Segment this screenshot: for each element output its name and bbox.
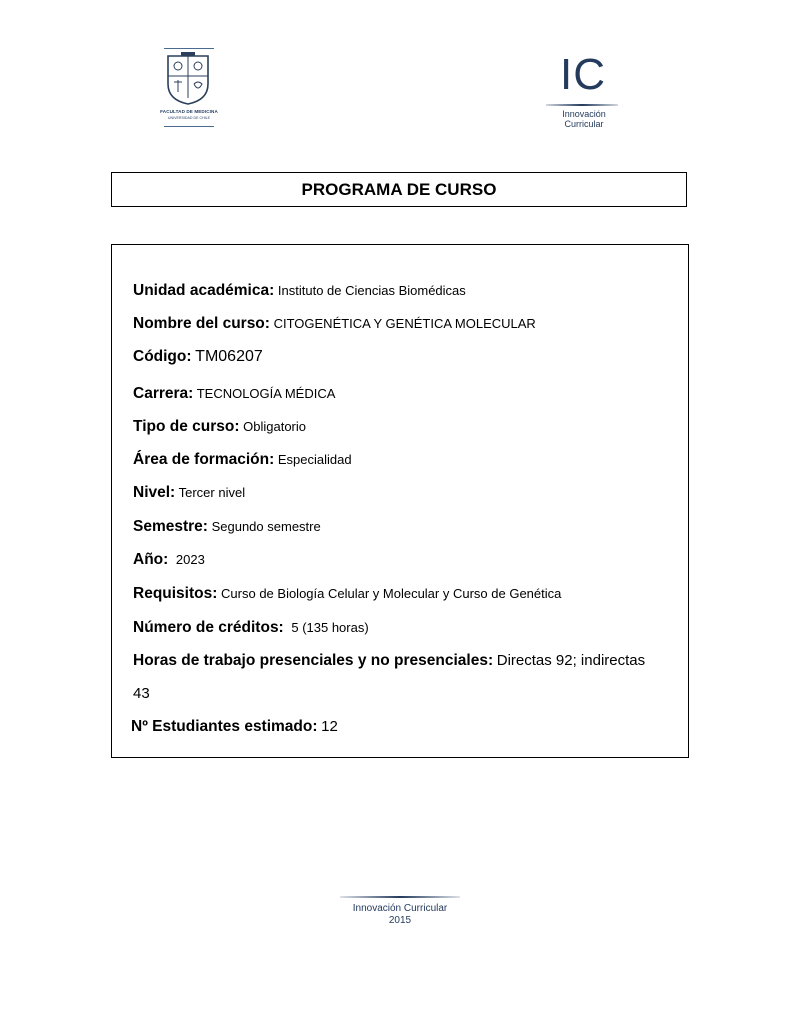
field-value: Tercer nivel: [178, 485, 246, 500]
field-area-formacion: [133, 451, 352, 469]
logo-text-line2: Curricular: [564, 119, 604, 129]
field-semestre: [133, 518, 321, 536]
field-unidad-academica: [133, 282, 466, 300]
ic-mark: IC: [560, 50, 606, 99]
field-value: CITOGENÉTICA Y GENÉTICA MOLECULAR: [273, 316, 536, 331]
field-label: Número de créditos:: [133, 619, 284, 636]
field-label: Nivel:: [133, 484, 176, 501]
field-label: Semestre:: [133, 518, 208, 535]
field-value: Instituto de Ciencias Biomédicas: [277, 283, 466, 298]
field-value: Segundo semestre: [211, 519, 321, 534]
course-info-box: [111, 244, 689, 758]
field-label: Código:: [133, 348, 192, 365]
field-codigo: [133, 348, 263, 366]
field-label: Unidad académica:: [133, 282, 275, 299]
field-value: Curso de Biología Celular y Molecular y Curso de Genética: [221, 586, 562, 601]
field-label: Año:: [133, 551, 169, 568]
field-value: Directas 92; indirectas: [496, 652, 646, 669]
field-label: Nombre del curso:: [133, 315, 270, 332]
footer-line2: 2015: [388, 915, 412, 926]
field-value: Obligatorio: [243, 419, 307, 434]
logo-underline: [546, 104, 618, 106]
field-value: 12: [321, 718, 338, 735]
field-horas-trabajo-continued: 43: [133, 685, 150, 702]
field-value: TECNOLOGÍA MÉDICA: [196, 386, 336, 401]
footer-logo: [340, 894, 460, 934]
field-value: Especialidad: [277, 452, 352, 467]
faculty-name: FACULTAD DE MEDICINA: [160, 109, 218, 114]
field-ano: [133, 551, 205, 569]
footer-line1: Innovación Curricular: [352, 903, 448, 914]
innovacion-curricular-logo: [546, 50, 622, 134]
field-label: Carrera:: [133, 385, 194, 402]
field-label: Nº Estudiantes estimado:: [131, 718, 318, 735]
university-name: UNIVERSIDAD DE CHILE: [167, 116, 211, 120]
field-value: 2023: [175, 552, 205, 567]
field-requisitos: [133, 585, 561, 603]
logo-text-line1: Innovación: [562, 109, 606, 119]
field-nivel: [133, 484, 245, 502]
field-estudiantes-estimado: [131, 718, 338, 736]
document-title: PROGRAMA DE CURSO: [111, 172, 687, 207]
logo-top-rule: [164, 48, 214, 49]
field-value: 5 (135 horas): [291, 620, 369, 635]
crest-icon: [165, 52, 211, 106]
footer-rule: [340, 896, 460, 898]
logo-bottom-rule: [164, 126, 214, 127]
field-horas-trabajo: [133, 652, 645, 670]
field-value: TM06207: [195, 348, 263, 365]
field-label: Horas de trabajo presenciales y no presenciales:: [133, 652, 494, 669]
field-tipo-curso: [133, 418, 306, 436]
field-label: Área de formación:: [133, 451, 275, 468]
field-numero-creditos: [133, 619, 369, 637]
field-label: Requisitos:: [133, 585, 218, 602]
field-carrera: [133, 385, 335, 403]
field-label: Tipo de curso:: [133, 418, 240, 435]
faculty-logo: [158, 46, 220, 138]
field-nombre-curso: [133, 315, 536, 333]
